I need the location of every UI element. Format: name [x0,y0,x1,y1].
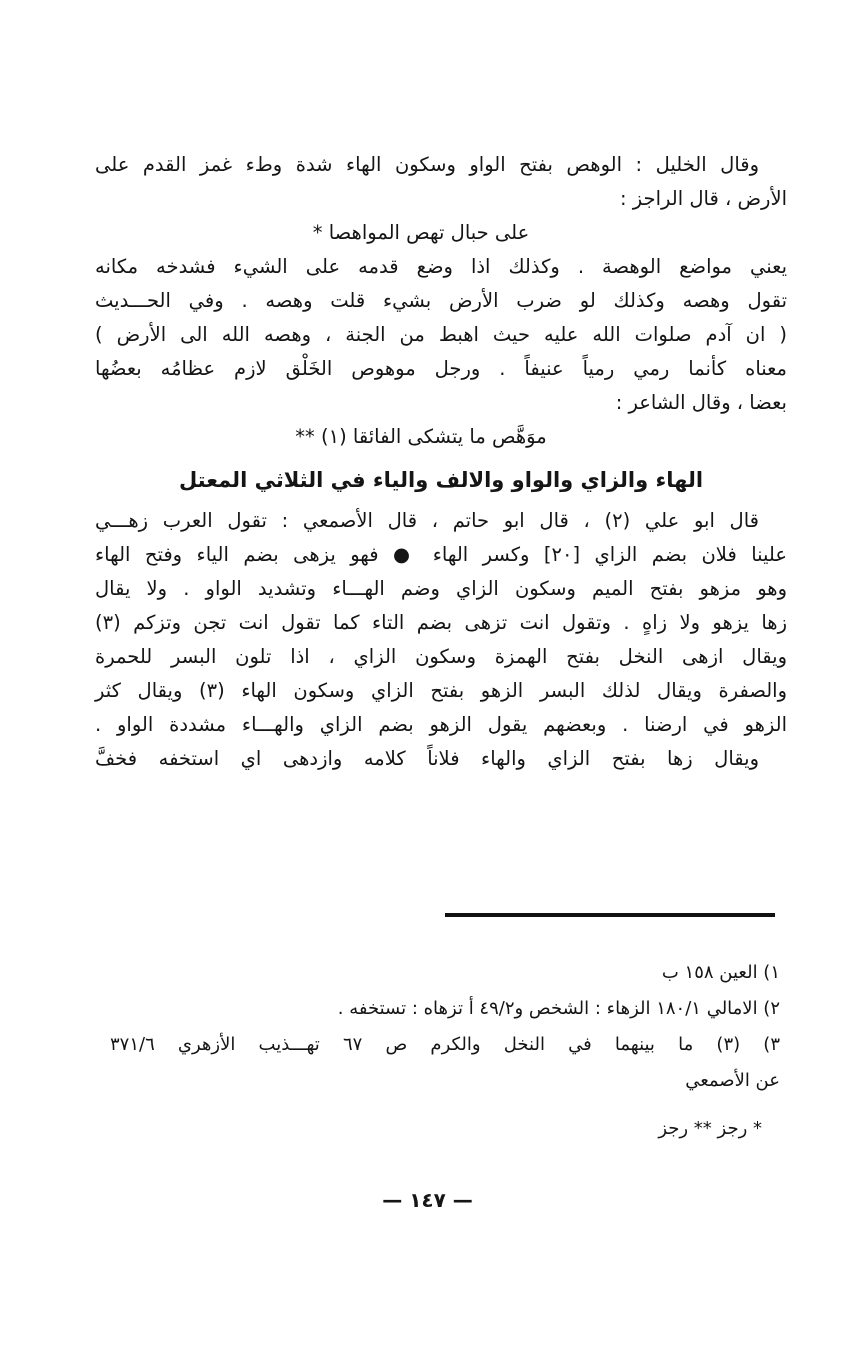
text-line: والصفرة ويقال لذلك البسر الزهو بفتح الزاي وسكون الهاء (٣) ويقال كثر [95,679,788,702]
text-line: معناه كأنما رمي رمياً عنيفاً . ورجل موهوص الخَلْق لازم عظامُه بعضُها [95,357,787,380]
text-line: وقال الخليل : الوهص بفتح الواو وسكون الهاء شدة وطء غمز القدم على [95,153,759,176]
text-line: بعضا ، وقال الشاعر : [615,391,787,414]
section-heading: الهاء والزاي والواو والالف والياء في الثلاثي المعتل [178,468,704,492]
verse-line: على حبال تهص المواهصا * [312,221,530,244]
footnote-divider [445,913,775,917]
footnotes [110,955,780,1147]
verse-line: موَهَّص ما يتشكى الفائقا (١) ** [295,425,547,448]
main-text [95,148,787,776]
text-line: ويقال زها بفتح الزاي والهاء فلاناً كلامه وازدهى اي استخفه فخفَّ [95,747,759,770]
text-line: علينا فلان بضم الزاي [٢٠] وكسر الهاء ● فهو يزهى بضم الياء وفتح الهاء [95,543,787,566]
text-line: ويقال ازهى النخل بفتح الهمزة وسكون الزاي ، اذا تلون البسر للحمرة [95,645,787,668]
text-line: زها يزهو ولا زاهٍ . وتقول انت تزهى بضم التاء كما تقول انت تجن وتزكم (٣) [95,611,787,634]
meter-notes: * رجز ** رجز [658,1118,762,1139]
page-number: — ١٤٧ — [382,1188,473,1212]
text-line: الزهو في ارضنا . وبعضهم يقول الزهو بضم الزاي والهـــاء مشددة الواو . [95,713,787,736]
footnote: ٢) الامالي ١٨٠/١ الزهاء : الشخص و٤٩/٢ أ تزهاه : تستخفه . [337,998,780,1019]
text-line: قال ابو علي (٢) ، قال ابو حاتم ، قال الأصمعي : تقول العرب زهـــي [95,509,759,532]
text-line: ( ان آدم صلوات الله عليه حيث اهبط من الجنة ، وهصه الله الى الأرض ) [95,323,787,346]
footnote: ١) العين ١٥٨ ب [661,962,780,983]
footnote-continuation: عن الأصمعي [685,1070,780,1091]
footnote: ٣) (٣) ما بينهما في النخل والكرم ص ٦٧ تهـــذيب الأزهري ٣٧١/٦ [110,1034,780,1055]
text-line: وهو مزهو بفتح الميم وسكون الزاي وضم الهـــاء وتشديد الواو . ولا يقال [95,577,787,600]
text-line: يعني مواضع الوهصة . وكذلك اذا وضع قدمه على الشيء فشدخه مكانه [95,255,787,278]
text-line: تقول وهصه وكذلك لو ضرب الأرض بشيء قلت وهصه . وفي الحـــديث [95,289,787,312]
text-line: الأرض ، قال الراجز : [620,187,787,210]
